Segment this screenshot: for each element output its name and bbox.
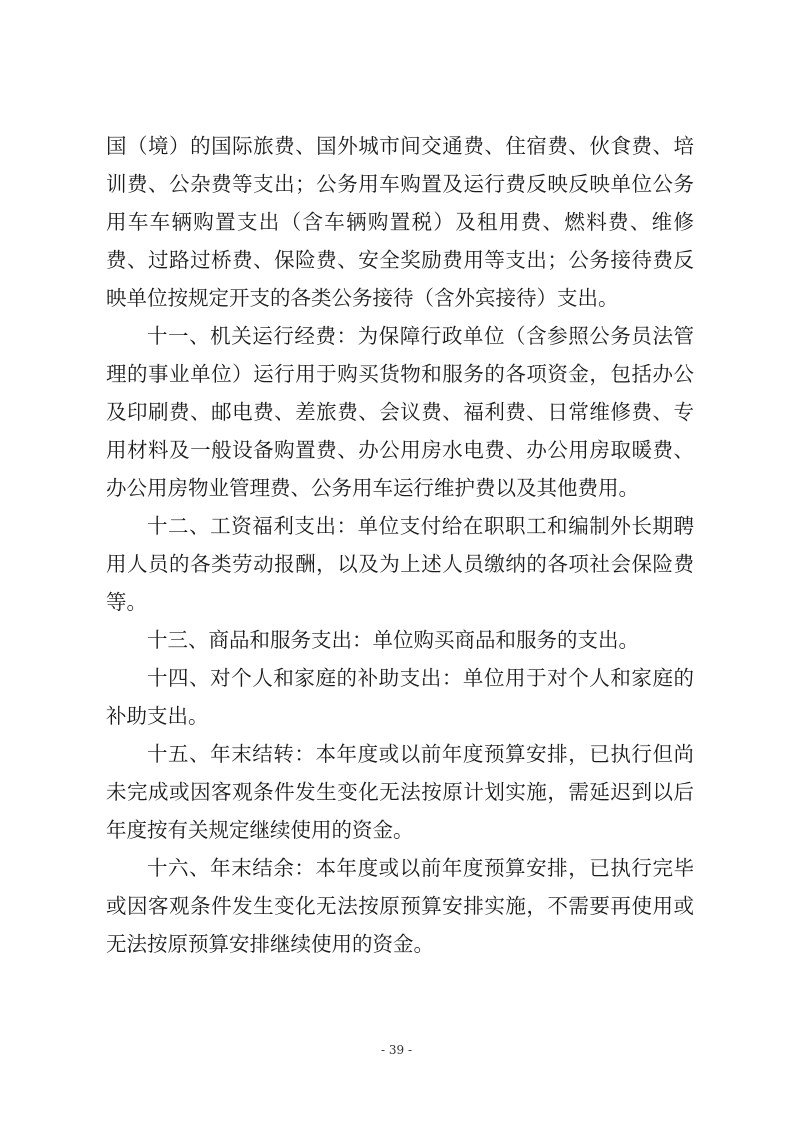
document-body	[106, 127, 694, 963]
paragraph-item-12: 十二、工资福利支出：单位支付给在职职工和编制外长期聘用人员的各类劳动报酬，以及为上述人员缴纳的各项社会保险费等。	[106, 514, 694, 614]
paragraph-continuation: 国（境）的国际旅费、国外城市间交通费、住宿费、伙食费、培训费、公杂费等支出；公务用车购置及运行费反映反映单位公务用车车辆购置支出（含车辆购置税）及租用费、燃料费、维修费、过路过桥费、保险费、安全奖励费用等支出；公务接待费反映单位按规定开支的各类公务接待（含外宾接待）支出。	[106, 134, 694, 310]
paragraph-item-16: 十六、年末结余：本年度或以前年度预算安排，已执行完毕或因客观条件发生变化无法按原预算安排实施，不需要再使用或无法按原预算安排继续使用的资金。	[106, 856, 694, 956]
paragraph-item-11: 十一、机关运行经费：为保障行政单位（含参照公务员法管理的事业单位）运行用于购买货物和服务的各项资金，包括办公及印刷费、邮电费、差旅费、会议费、福利费、日常维修费、专用材料及一般设备购置费、办公用房水电费、办公用房取暖费、办公用房物业管理费、公务用车运行维护费以及其他费用。	[106, 324, 694, 500]
paragraph-item-14: 十四、对个人和家庭的补助支出：单位用于对个人和家庭的补助支出。	[106, 666, 694, 728]
paragraph-item-13: 十三、商品和服务支出：单位购买商品和服务的支出。	[147, 628, 639, 652]
page-number: - 39 -	[380, 1043, 412, 1057]
paragraph-item-15: 十五、年末结转：本年度或以前年度预算安排，已执行但尚未完成或因客观条件发生变化无法按原计划实施，需延迟到以后年度按有关规定继续使用的资金。	[106, 742, 694, 842]
